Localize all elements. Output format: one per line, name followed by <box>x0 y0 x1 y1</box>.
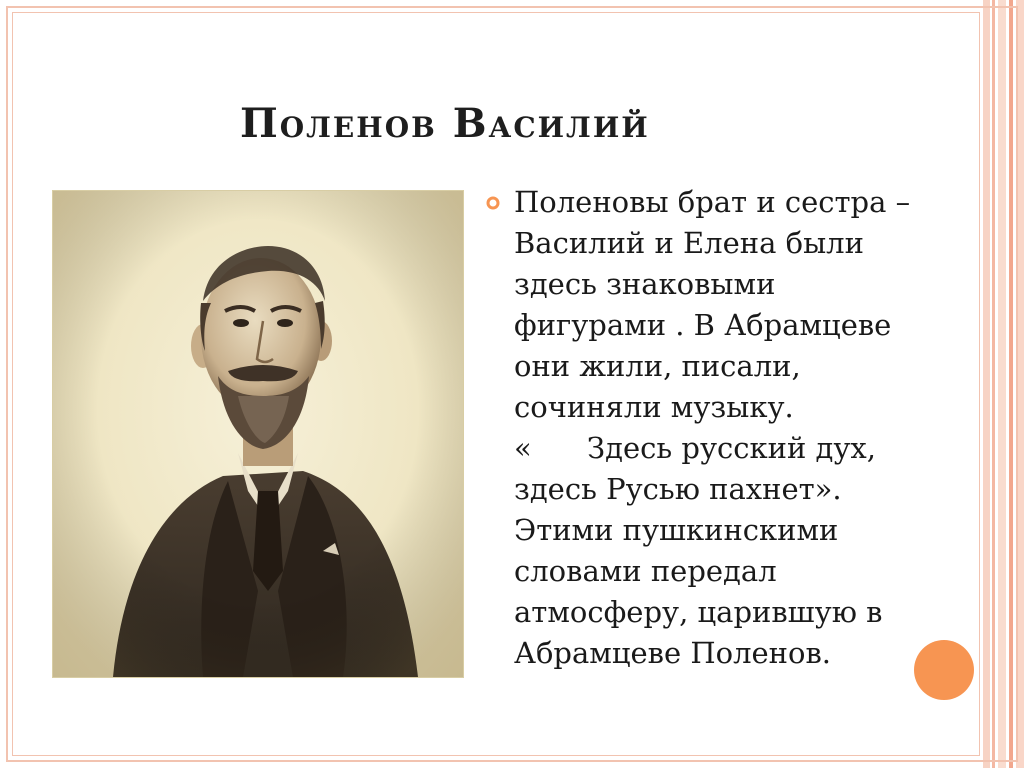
portrait-illustration <box>53 191 463 677</box>
bullet-line: фигурами . В Абрамцеве <box>514 308 892 342</box>
bullet-line: здесь знаковыми <box>514 267 776 301</box>
portrait-photo <box>52 190 464 678</box>
bullet-line: Абрамцеве Поленов. <box>514 636 832 670</box>
decor-orange-circle <box>914 640 974 700</box>
slide-title: Поленов Василий <box>240 100 650 147</box>
bullet-line: Василий и Елена были <box>514 226 864 260</box>
bullet-line: они жили, писали, <box>514 349 801 383</box>
ring-bullet-icon <box>486 196 500 210</box>
bullet-line: Поленовы брат и сестра – <box>514 185 911 219</box>
bullet-text <box>514 182 934 674</box>
bullet-line: здесь Русью пахнет». <box>514 472 842 506</box>
bullet-line: сочиняли музыку. <box>514 390 794 424</box>
bullet-line: « Здесь русский дух, <box>514 431 876 465</box>
bullet-line: атмосферу, царившую в <box>514 595 883 629</box>
bullet-line: Этими пушкинскими <box>514 513 839 547</box>
bullet-line: словами передал <box>514 554 777 588</box>
